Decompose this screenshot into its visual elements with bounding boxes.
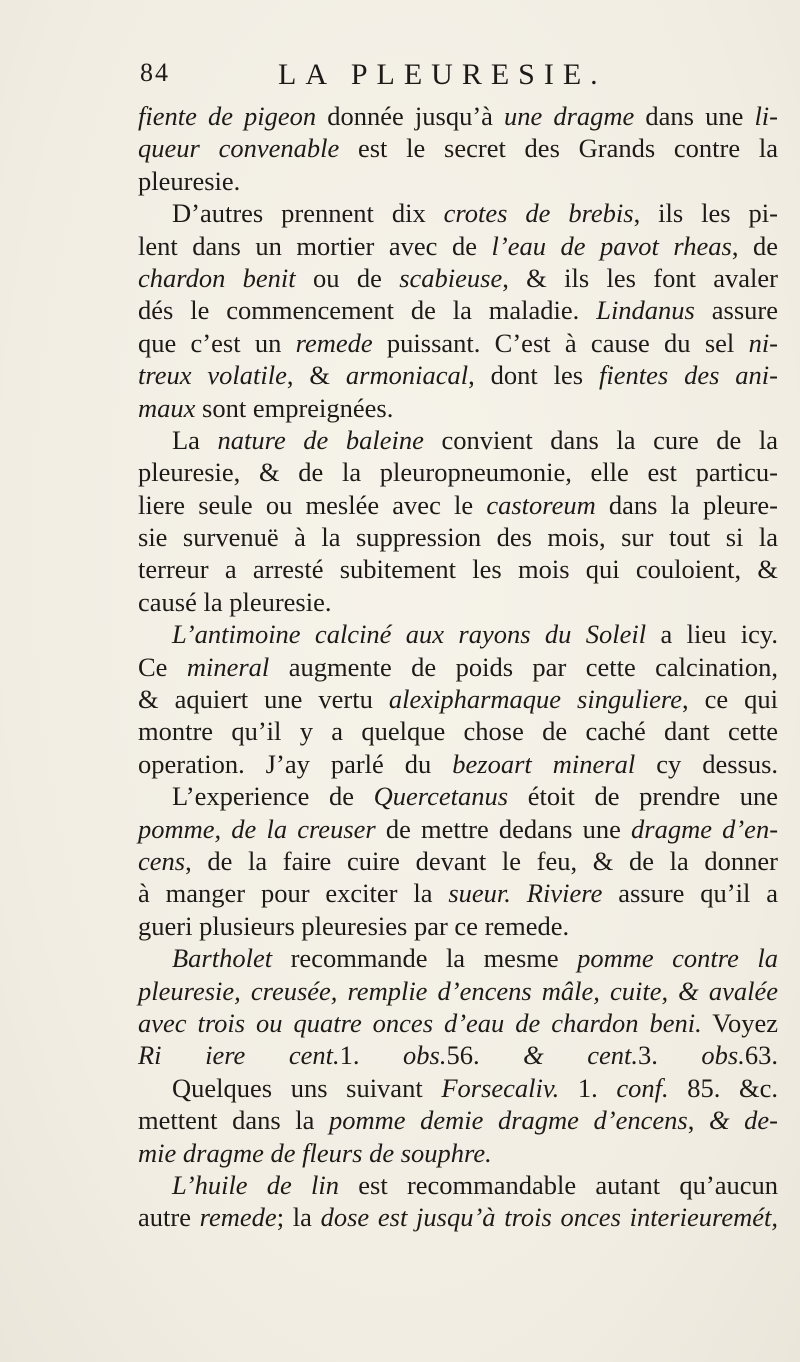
roman-text: est recommandable autant qu’aucun — [339, 1169, 778, 1200]
italic-text: armoniacal — [345, 360, 469, 391]
text-line — [138, 165, 778, 197]
italic-text: remede — [295, 327, 373, 358]
italic-text: mie dragme de fleurs de souphre. — [138, 1137, 492, 1168]
roman-text: augmente de poids par cette calcination, — [269, 651, 778, 682]
text-line — [138, 1072, 778, 1104]
roman-text: dans une — [634, 101, 755, 131]
italic-text: pomme demie dragme d’encens — [328, 1105, 688, 1136]
italic-text: sueur. Riviere — [448, 878, 603, 909]
italic-text: Lindanus — [596, 295, 695, 326]
text-line — [138, 424, 778, 456]
roman-text: sont empreignées. — [195, 392, 394, 423]
italic-text: & cent. — [523, 1040, 639, 1071]
roman-text: La — [172, 424, 218, 455]
roman-text: , de la faire cuire devant le feu, & de la donner — [185, 845, 778, 876]
italic-text: avec trois ou quatre onces d’eau de chardon beni. — [138, 1007, 702, 1038]
text-line — [138, 359, 778, 391]
roman-text: dés le commencement de la maladie. — [138, 295, 597, 326]
roman-text: 63. — [744, 1040, 778, 1071]
italic-text: maux — [138, 392, 196, 423]
body-text — [138, 100, 778, 1234]
roman-text: 1. — [339, 1040, 403, 1071]
italic-text: castoreum — [486, 489, 596, 520]
text-line — [138, 1137, 778, 1169]
text-line — [138, 1104, 778, 1136]
italic-text: bezoart mineral — [452, 748, 636, 779]
roman-text: , & ils les font avaler — [502, 262, 778, 293]
text-line — [138, 132, 778, 164]
text-line — [138, 1201, 778, 1233]
text-line — [138, 618, 778, 650]
roman-text: , — [687, 1105, 709, 1136]
roman-text: L’experience de — [172, 781, 374, 812]
italic-text: pomme contre la — [577, 943, 778, 974]
roman-text: cy dessus. — [635, 748, 779, 779]
italic-text: une dragme — [504, 101, 635, 131]
text-line — [138, 456, 778, 488]
italic-text: mineral — [186, 651, 270, 682]
roman-text: ou de — [295, 262, 400, 293]
italic-text: li- — [754, 101, 778, 131]
text-line — [138, 780, 778, 812]
text-line — [138, 651, 778, 683]
italic-text: crotes de brebis — [443, 198, 634, 229]
roman-text: a lieu icy. — [646, 619, 779, 650]
text-line — [138, 230, 778, 262]
italic-text: dragme d’en- — [631, 813, 779, 844]
roman-text: Ce — [138, 651, 187, 682]
roman-text: , & — [286, 360, 346, 391]
text-line — [138, 942, 778, 974]
roman-text: pleuresie, & de la pleuropneumonie, elle est particu- — [138, 457, 778, 488]
italic-text: L’antimoine calciné aux rayons du Soleil — [172, 619, 647, 650]
roman-text: sie survenuë à la suppression des mois, sur tout si la — [138, 522, 778, 553]
roman-text: , dont les — [468, 360, 599, 391]
italic-text: Quercetanus — [373, 781, 509, 812]
roman-text: Quelques uns suivant — [172, 1072, 442, 1103]
italic-text: chardon benit — [138, 262, 296, 293]
text-line — [138, 975, 778, 1007]
italic-text: pomme, de la creuser — [138, 813, 376, 844]
roman-text: gueri plusieurs pleuresies par ce remede. — [138, 910, 570, 941]
italic-text: obs. — [701, 1040, 745, 1071]
italic-text: Forsecaliv. — [441, 1072, 560, 1103]
italic-text: Ri iere cent. — [138, 1040, 340, 1071]
roman-text: , ce qui — [682, 684, 779, 715]
text-line — [138, 813, 778, 845]
italic-text: queur convenable — [138, 133, 340, 164]
roman-text: D’autres prennent dix — [172, 198, 444, 229]
roman-text: mettent dans la — [138, 1105, 329, 1136]
roman-text: 1. — [559, 1072, 617, 1103]
italic-text: obs. — [403, 1040, 447, 1071]
text-line — [138, 553, 778, 585]
text-line — [138, 1039, 778, 1071]
italic-text: Bartholet — [172, 943, 273, 974]
italic-text: remede — [199, 1202, 277, 1233]
roman-text: puissant. C’est à cause du sel — [372, 327, 749, 358]
text-line — [138, 197, 778, 229]
roman-text: que c’est un — [138, 327, 296, 358]
text-line — [138, 1007, 778, 1039]
roman-text: pleuresie. — [138, 165, 241, 196]
text-line — [138, 521, 778, 553]
roman-text: 3. — [638, 1040, 702, 1071]
text-line — [138, 910, 778, 942]
italic-text: L’huile de lin — [172, 1169, 340, 1200]
roman-text: donnée jusqu’à — [316, 101, 504, 131]
italic-text: dose est jusqu’à trois onces interieuremét, — [320, 1202, 778, 1233]
roman-text: liere seule ou meslée avec le — [138, 489, 487, 520]
text-line — [138, 294, 778, 326]
italic-text: ni- — [748, 327, 778, 358]
italic-text: fientes des ani- — [598, 360, 778, 391]
italic-text: fiente de pigeon — [138, 101, 317, 131]
roman-text: est le secret des Grands contre la — [339, 133, 778, 164]
roman-text: autre — [138, 1202, 200, 1233]
roman-text: causé la pleuresie. — [138, 586, 332, 617]
roman-text: ; la — [276, 1202, 321, 1233]
page-number: 84 — [140, 58, 170, 87]
italic-text: & de- — [708, 1105, 778, 1136]
text-line — [138, 489, 778, 521]
roman-text: recommande la mesme — [272, 943, 578, 974]
roman-text: & aquiert une vertu — [138, 684, 389, 715]
roman-text: Voyez — [701, 1007, 778, 1038]
roman-text: convient dans la cure de la — [423, 424, 779, 455]
roman-text: terreur a arresté subitement les mois qui couloient, & — [138, 554, 778, 585]
italic-text: nature de baleine — [217, 424, 424, 455]
italic-text: pleuresie, creusée, remplie d’encens mâle, cuite, & avalée — [138, 975, 778, 1006]
text-line — [138, 586, 778, 618]
roman-text: montre qu’il y a quelque chose de caché dant cette — [138, 716, 778, 747]
roman-text: assure qu’il a — [602, 878, 778, 909]
text-line — [138, 845, 778, 877]
roman-text: , de — [731, 230, 779, 261]
roman-text: 85. &c. — [668, 1072, 779, 1103]
text-line — [138, 327, 778, 359]
roman-text: dans la pleure- — [595, 489, 778, 520]
italic-text: treux volatile — [138, 360, 287, 391]
roman-text: assure — [694, 295, 778, 326]
roman-text: 56. — [446, 1040, 524, 1071]
roman-text: operation. J’ay parlé du — [138, 748, 453, 779]
running-head — [140, 58, 700, 98]
text-line — [138, 877, 778, 909]
text-line — [138, 748, 778, 780]
italic-text: cens — [138, 845, 186, 876]
roman-text: , ils les pi- — [633, 198, 778, 229]
roman-text: étoit de prendre une — [508, 781, 779, 812]
text-line — [138, 715, 778, 747]
italic-text: scabieuse — [399, 262, 503, 293]
italic-text: conf. — [616, 1072, 669, 1103]
text-line — [138, 100, 778, 132]
italic-text: alexipharmaque singuliere — [388, 684, 683, 715]
text-line — [138, 1169, 778, 1201]
text-line — [138, 683, 778, 715]
roman-text: lent dans un mortier avec de — [138, 230, 492, 261]
roman-text: à manger pour exciter la — [138, 878, 449, 909]
italic-text: l’eau de pavot rheas — [491, 230, 732, 261]
text-line — [138, 262, 778, 294]
text-line — [138, 392, 778, 424]
roman-text: de mettre dedans une — [375, 813, 631, 844]
running-title: LA PLEURESIE. — [278, 58, 607, 91]
